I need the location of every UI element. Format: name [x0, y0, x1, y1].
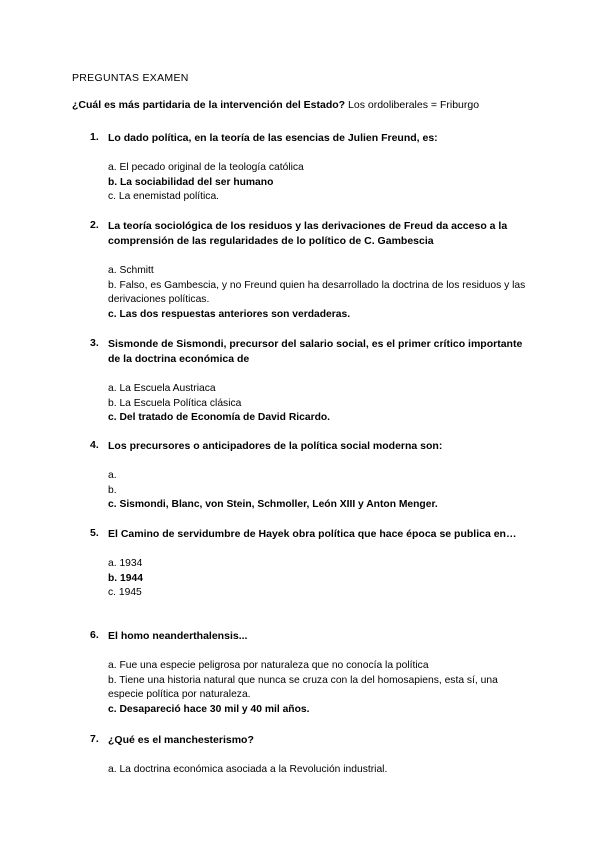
answer-option: a. — [108, 470, 117, 481]
correct-answer-option: c. Desapareció hace 30 mil y 40 mil años. — [108, 703, 310, 715]
question-text: Los precursores o anticipadores de la política social moderna son: — [108, 440, 443, 452]
answer-option: c. 1945 — [108, 587, 142, 599]
question-block — [90, 527, 530, 601]
question-number: 3. — [90, 337, 99, 349]
question-number: 7. — [90, 733, 99, 745]
answer-option: a. 1934 — [108, 558, 143, 569]
question-number: 2. — [90, 219, 99, 231]
question-block — [90, 629, 530, 717]
page-title: PREGUNTAS EXAMEN — [72, 72, 189, 84]
answer-option: a. La doctrina económica asociada a la Revolución industrial. — [108, 764, 388, 775]
answer-options — [108, 161, 530, 205]
correct-answer-option: b. La sociabilidad del ser humano — [108, 176, 274, 188]
question-text: El homo neanderthalensis... — [108, 630, 248, 642]
answer-option: b. Falso, es Gambescia, y no Freund quien ha desarrollado la doctrina de los residuos y las derivaciones políticas. — [108, 279, 529, 306]
answer-options — [108, 382, 530, 426]
answer-option: b. Tiene una historia natural que nunca se cruza con la del homosapiens, esta sí, una especie política por naturaleza. — [108, 674, 501, 701]
question-text: La teoría sociológica de los residuos y las derivaciones de Freud da acceso a la comprensión de las regularidades de lo político de C. Gambescia — [108, 220, 508, 247]
answer-option: c. La enemistad política. — [108, 191, 220, 203]
answer-options — [108, 469, 530, 513]
question-number: 1. — [90, 131, 99, 143]
correct-answer-option: c. Del tratado de Economía de David Ricardo. — [108, 412, 331, 424]
answer-option: a. Fue una especie peligrosa por naturaleza que no conocía la política — [108, 660, 429, 671]
intro-answer: Los ordoliberales = Friburgo — [348, 99, 480, 111]
question-text: El Camino de servidumbre de Hayek obra política que hace época se publica en… — [108, 528, 517, 540]
correct-answer-option: c. Sismondi, Blanc, von Stein, Schmoller, León XIII y Anton Menger. — [108, 499, 438, 511]
answer-options — [108, 557, 530, 601]
question-number: 6. — [90, 629, 99, 641]
answer-option: b. La Escuela Política clásica — [108, 397, 242, 409]
question-text: ¿Qué es el manchesterismo? — [108, 734, 254, 746]
answer-options — [108, 264, 530, 322]
correct-answer-option: b. 1944 — [108, 572, 143, 584]
question-block — [90, 337, 530, 426]
question-number: 5. — [90, 527, 99, 539]
question-text: Lo dado política, en la teoría de las esencias de Julien Freund, es: — [108, 132, 438, 144]
answer-options — [108, 659, 530, 717]
answer-option: a. Schmitt — [108, 265, 154, 276]
question-number: 4. — [90, 439, 99, 451]
correct-answer-option: c. Las dos respuestas anteriores son verdaderas. — [108, 308, 351, 320]
intro-question: ¿Cuál es más partidaria de la intervención del Estado? — [72, 99, 346, 111]
question-text: Sismonde de Sismondi, precursor del salario social, es el primer crítico importante de la doctrina económica de — [108, 338, 523, 365]
question-block — [90, 733, 530, 778]
answer-option: a. La Escuela Austriaca — [108, 383, 216, 394]
question-block — [90, 131, 530, 205]
question-block — [90, 219, 530, 322]
intro-line — [72, 99, 479, 111]
answer-option: a. El pecado original de la teología católica — [108, 162, 304, 173]
question-block — [90, 439, 530, 513]
answer-options — [108, 763, 530, 778]
answer-option: b. — [108, 484, 117, 496]
